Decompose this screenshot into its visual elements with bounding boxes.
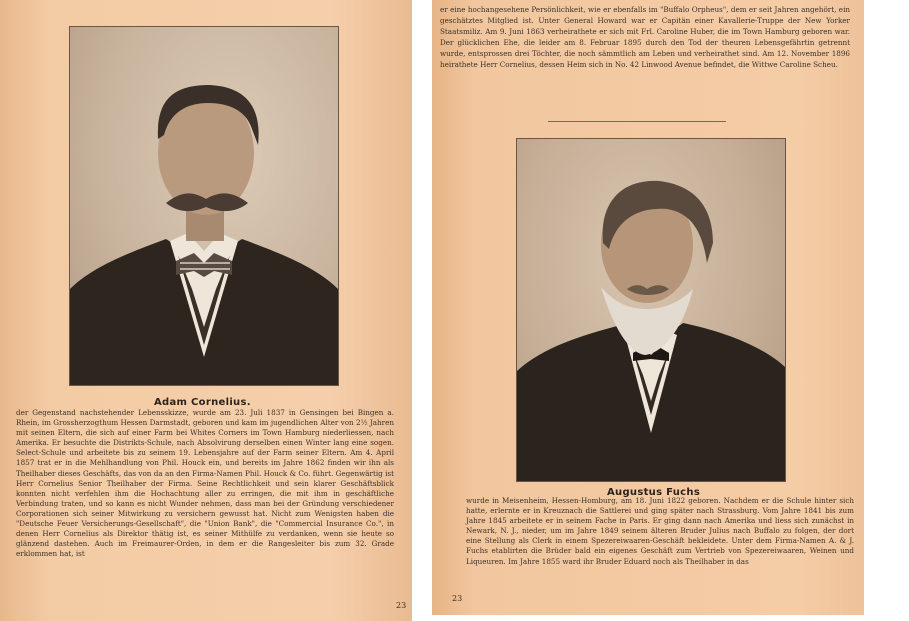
biography-augustus-fuchs (466, 496, 854, 567)
portrait-augustus-fuchs (516, 138, 786, 482)
continued-text-cornelius (440, 4, 850, 70)
biography-paragraph: der Gegenstand nachstehender Lebensskizze, wurde am 23. Juli 1837 in Gensingen bei Bingen a. Rhein, im Grossherzogthum Hessen Darmstadt, geboren und kam im jugendlichen Alter von 2½ Jahren mit seinen Eltern, die sich auf einer Farm bei Whites Corners im Town Hamburg niederliessen, nach Amerika. Er besuchte die Distrikts-Schule, nach Absolvirung derselben einen Winter lang eine sogen. Select-Schule und arbeitete bis zu seinem 19. Lebensjahre auf der Farm seiner Eltern. Am 4. April 1857 trat er in die Mehlhandlung von Phil. Houck ein, und bereits im Jahre 1862 finden wir ihn als Theilhaber dieses Geschäfts, das von da an den Firma-Namen Phil. Houck & Co. führt. Gegenwärtig ist Herr Cornelius Senior Theilhaber der Firma. Seine Rechtlichkeit und sein klarer Geschäftsblick konnten nicht verfehlen ihm die Hochachtung aller zu erringen, die mit ihm in geschäftliche Verbindung traten, und so kann es nicht Wunder nehmen, dass man bei der Gründung verschiedener Corporationen sich seiner Mitwirkung zu versichern gewusst hat. Nicht zum Wenigsten haben die "Deutsche Feuer Versicherungs-Gesellschaft", die "Union Bank", die "Commercial Insurance Co.", in denen Herr Cornelius als Direktor thätig ist, es seiner Mithülfe zu verdanken, wenn sie heute so glänzend dastehen. Auch im Freimaurer-Orden, in dem er die Rangesleiter bis zum 32. Grade erklommen hat, ist (16, 408, 394, 559)
caption-augustus-fuchs: Augustus Fuchs (607, 487, 701, 498)
page-number-right: 23 (452, 594, 463, 603)
caption-adam-cornelius: Adam Cornelius. (154, 397, 251, 408)
biography-adam-cornelius (16, 408, 394, 559)
biography-paragraph: wurde in Meisenheim, Hessen-Homburg, am 18. Juni 1822 geboren. Nachdem er die Schule hinter sich hatte, erlernte er in Kreuznach die Sattlerei und ging später nach Strassburg. Vom Jahre 1841 bis zum Jahre 1845 arbeitete er in seinem Fache in Paris. Er ging dann nach Amerika und liess sich zunächst in Newark, N. J., nieder, um im Jahre 1849 seinem älteren Bruder Julius nach Buffalo zu folgen, der dort eine Stellung als Clerk in einem Spezereiwaaren-Geschäft bekleidete. Unter dem Firma-Namen A. & J. Fuchs etablirten die Brüder bald ein eigenes Geschäft zum Vertrieb von Spezereiwaaren, Weinen und Liqueuren. Im Jahre 1855 ward ihr Bruder Eduard noch als Theilhaber in das (466, 496, 854, 566)
portrait-adam-cornelius (69, 26, 339, 386)
page-number-left: 23 (396, 601, 407, 610)
portrait-augustus-fuchs-drawing (517, 139, 785, 481)
continued-paragraph: er eine hochangesehene Persönlichkeit, wie er ebenfalls im "Buffalo Orpheus", dem er seit Jahren angehört, ein geschätztes Mitglied ist. Unter General Howard war er Capitän einer Kavallerie-Truppe der New Yorker Staatsmiliz. Am 9. Juni 1863 verheirathete er sich mit Frl. Caroline Huber, die im Town Hamburg geboren war. Der glücklichen Ehe, die leider am 8. Februar 1895 durch den Tod der theuren Lebensgefährtin getrennt wurde, entsprossen drei Töchter, die noch sämmtlich am Leben und verheirathet sind. Am 12. November 1896 heirathete Herr Cornelius, dessen Heim sich in No. 42 Linwood Avenue befindet, die Wittwe Caroline Scheu. (440, 5, 850, 69)
section-divider (548, 121, 726, 122)
portrait-adam-cornelius-drawing (70, 27, 338, 385)
